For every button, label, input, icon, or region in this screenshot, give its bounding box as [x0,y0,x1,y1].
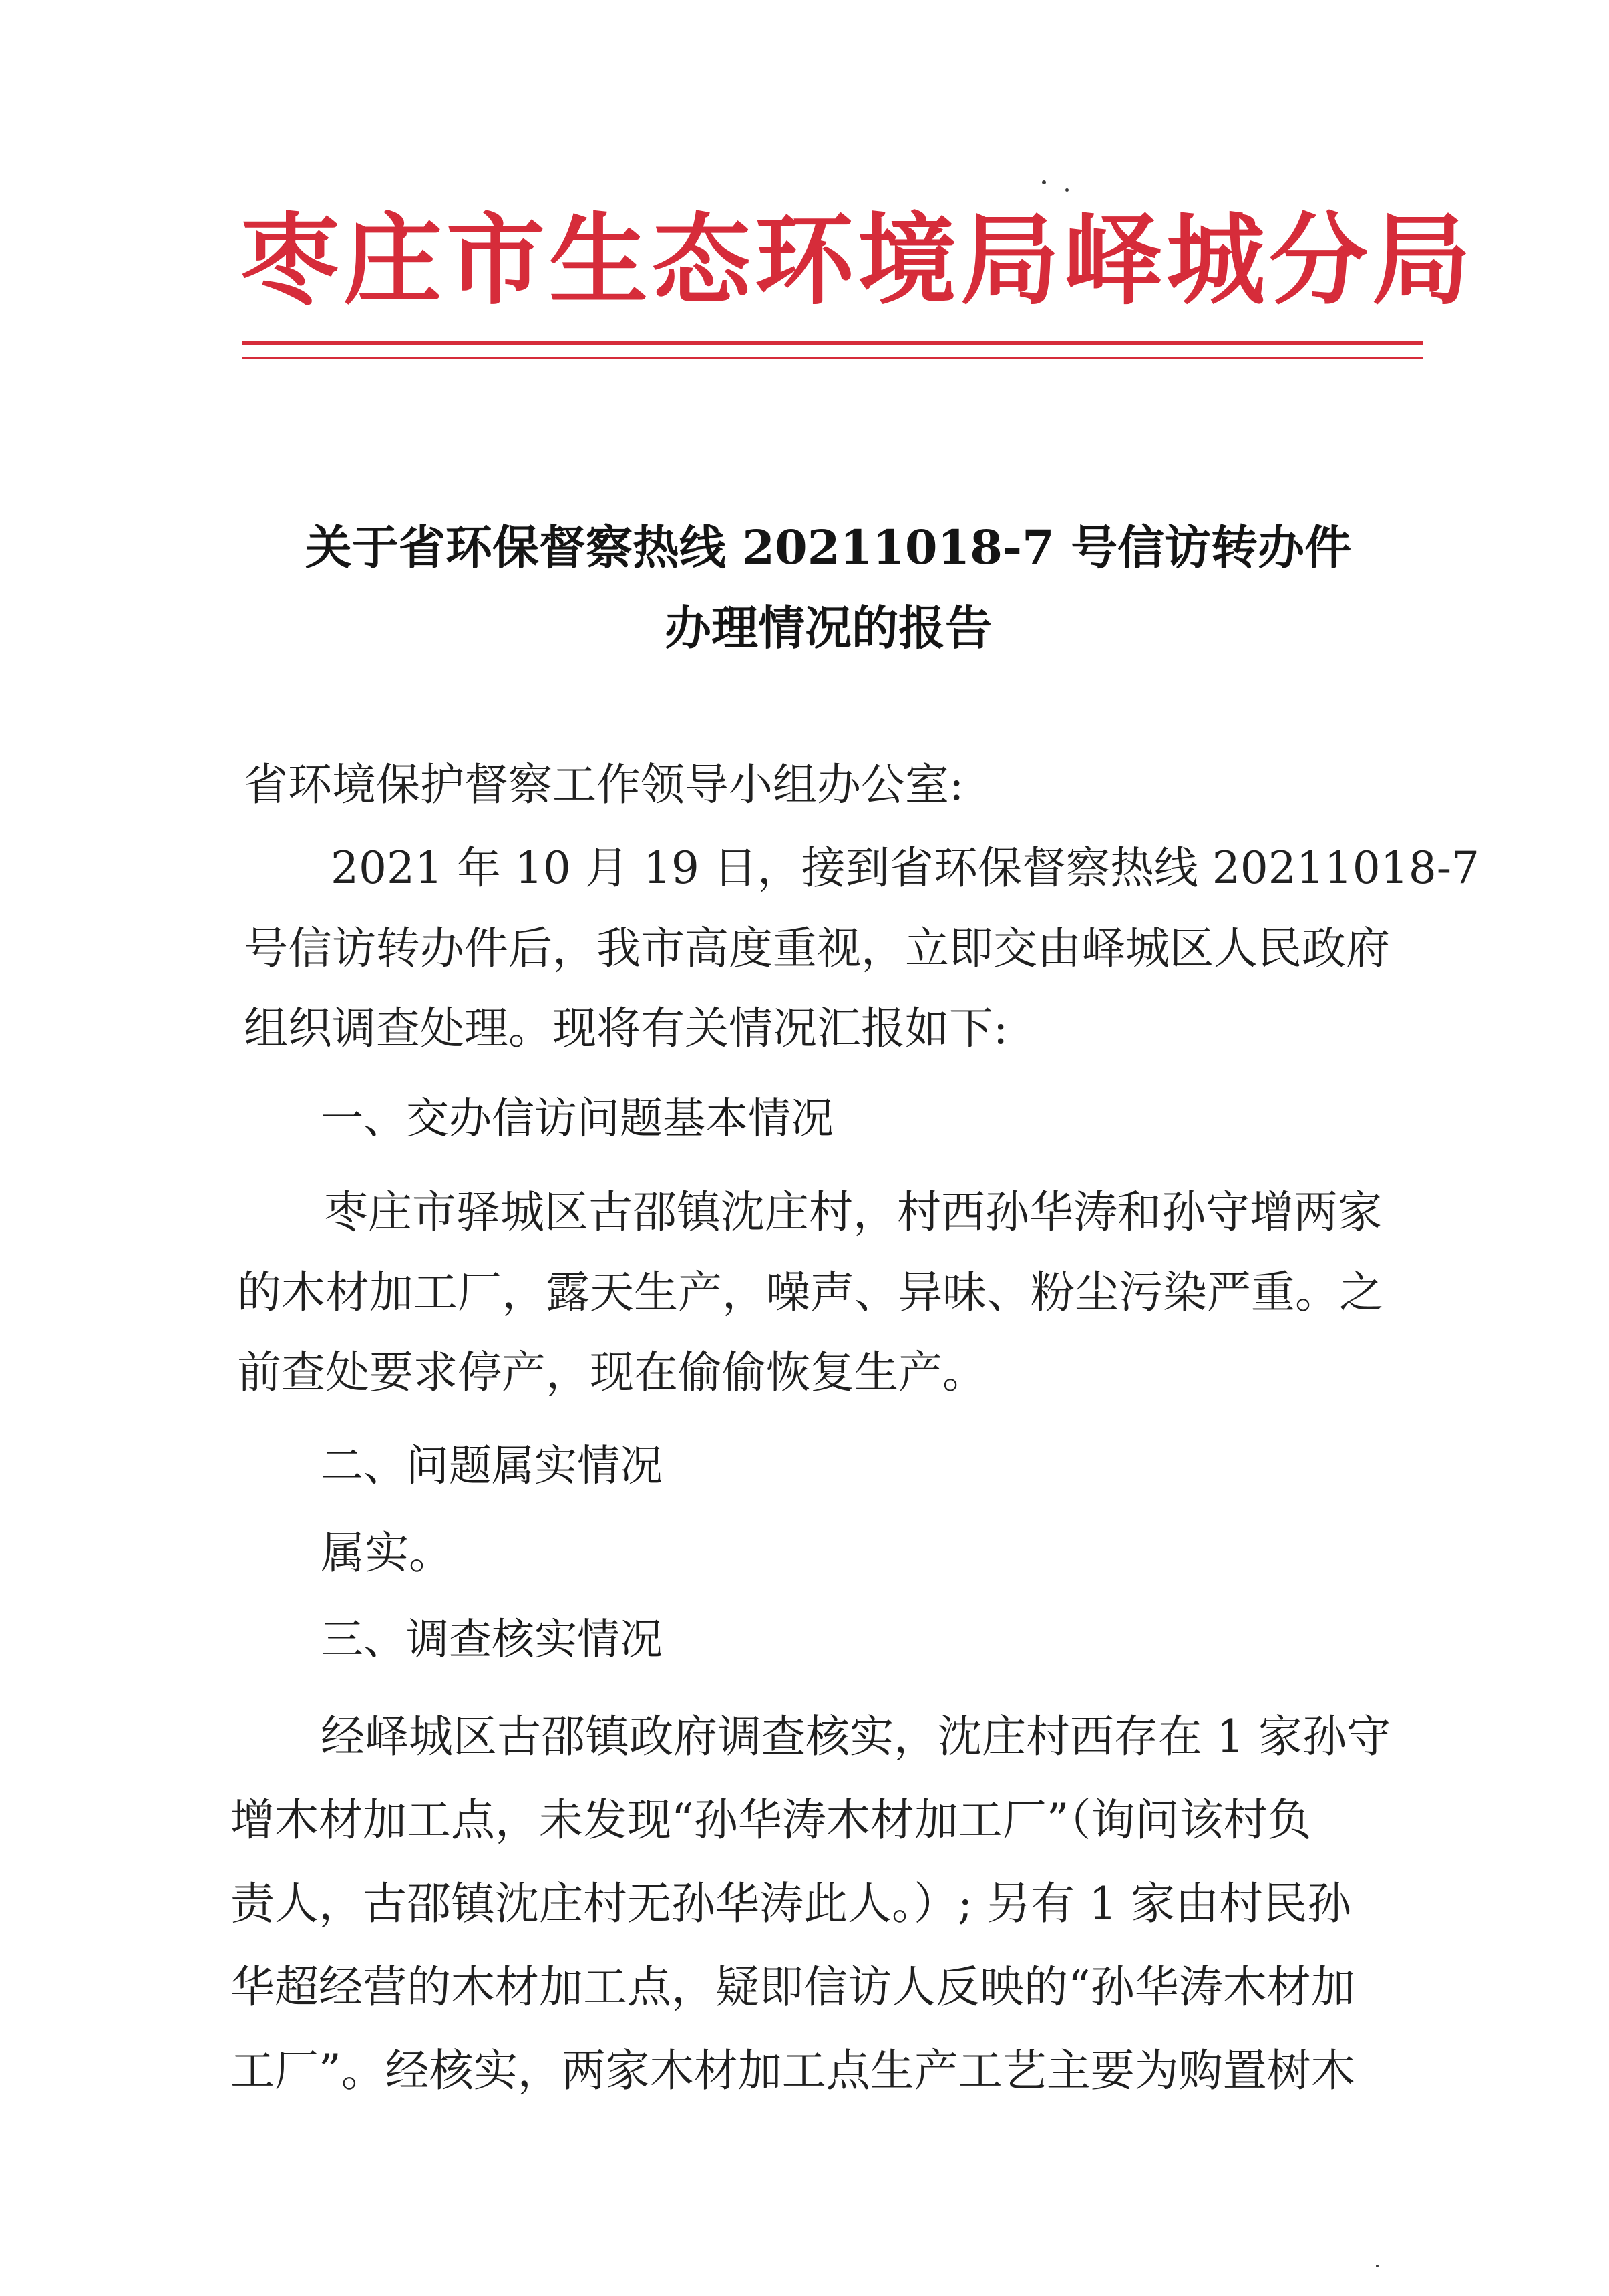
section-3-heading: 三、调查核实情况 [321,1615,663,1665]
section-2-heading: 二、问题属实情况 [321,1442,663,1491]
section-1-line: 的木材加工厂，露天生产，噪声、异味、粉尘污染严重。之 [237,1267,1383,1318]
section-1-line: 枣庄市驿城区古邵镇沈庄村，村西孙华涛和孙守增两家 [324,1186,1382,1238]
scan-speck [1065,188,1069,192]
section-3-line: 责人，古邵镇沈庄村无孙华涛此人。）; 另有 1 家由村民孙 [230,1878,1352,1929]
letterhead-org-name: 枣庄市生态环境局峄城分局 [240,203,1475,318]
intro-line: 2021 年 10 月 19 日，接到省环保督察热线 20211018-7 [331,842,1480,894]
intro-line: 号信访转办件后，我市高度重视，立即交由峄城区人民政府 [244,923,1390,974]
section-3-line: 华超经营的木材加工点，疑即信访人反映的“孙华涛木材加 [230,1961,1355,2013]
letterhead-rule-thick [242,341,1423,345]
section-2-line: 属实。 [321,1527,453,1579]
section-1-line: 前查处要求停产，现在偷偷恢复生产。 [237,1347,987,1398]
scan-speck [1376,2265,1379,2267]
section-1-heading: 一、交办信访问题基本情况 [321,1094,834,1144]
salutation: 省环境保护督察工作领导小组办公室: [244,759,964,810]
section-3-line: 增木材加工点，未发现“孙华涛木材加工厂”（询问该村负 [230,1794,1312,1846]
intro-line: 组织调查处理。现将有关情况汇报如下: [244,1003,1009,1054]
section-3-line: 经峄城区古邵镇政府调查核实，沈庄村西存在 1 家孙守 [321,1711,1391,1762]
letterhead-rule-thin [242,357,1423,359]
report-title-line-1: 关于省环保督察热线 20211018-7 号信访转办件 [305,520,1352,575]
scan-speck [1042,180,1046,184]
report-title-line-2: 办理情况的报告 [665,600,992,655]
section-3-line: 工厂”。经核实，两家木材加工点生产工艺主要为购置树木 [230,2045,1355,2096]
